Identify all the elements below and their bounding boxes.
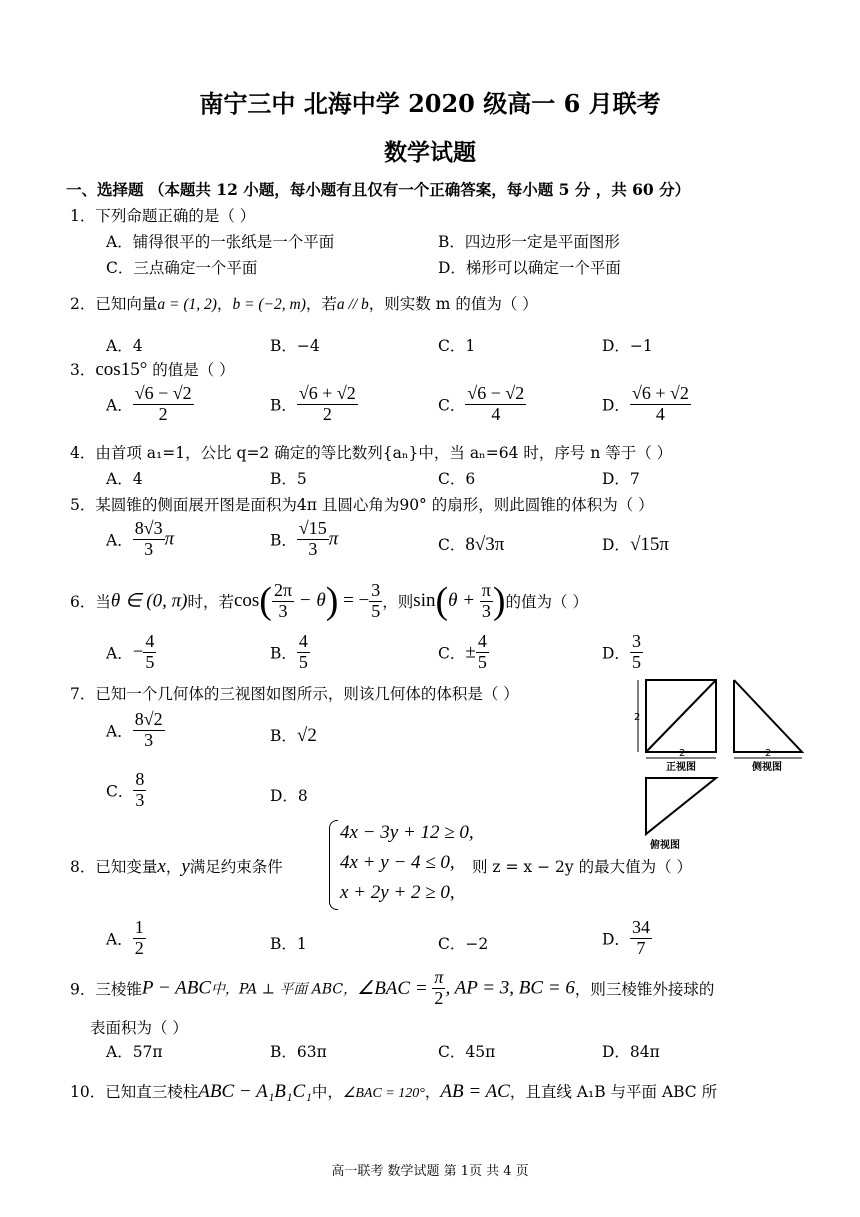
q6-stem: 6．当θ ∈ (0, π)时，若cos( $\frac{2\pi}{3}$ − θ) = − $\frac{3}{5}$ ，则sin(θ + $\frac{\pi}{3}$ )的值为（ ） — [70, 579, 588, 622]
q3-stem — [70, 358, 235, 381]
front-dim-width: 2 — [679, 748, 686, 759]
q8-constraint-3: x + 2y + 2 ≥ 0, — [340, 882, 455, 903]
q1-option-c: C．三点确定一个平面 — [106, 259, 258, 277]
front-view — [638, 680, 716, 758]
q8-stem-pre: 8．已知变量x，y满足约束条件 — [70, 856, 283, 877]
page-title: 南宁三中 北海中学 2020 级高一 6 月联考 — [199, 89, 661, 118]
q2-vector-a: a = (1, 2) — [157, 296, 217, 313]
three-view-figure — [630, 676, 820, 856]
q2-option-b: B．−4 — [270, 337, 320, 355]
q6-option-b: B． $\frac{4}{5}$ — [270, 631, 308, 672]
q4-option-b: B．5 — [270, 470, 307, 488]
q5-b-frac: $\frac{√15}{3}$ — [298, 518, 327, 559]
q2-pre: 2．已知向量 — [70, 295, 158, 313]
q9-option-a: A．57π — [106, 1043, 163, 1061]
q6-option-d: D． $\frac{3}{5}$ — [602, 631, 641, 672]
q9-option-b: B．63π — [270, 1043, 327, 1061]
q3-b-frac: $\frac{√6 + √2}{2}$ — [298, 383, 356, 424]
q1-option-a: A．铺得很平的一张纸是一个平面 — [106, 233, 335, 251]
top-view — [646, 778, 716, 834]
q9-stem-line2: 表面积为（ ） — [90, 1019, 188, 1037]
q3-c-frac: $\frac{√6 - √2}{4}$ — [467, 383, 525, 424]
q6-option-a: A．− $\frac{4}{5}$ — [106, 631, 155, 672]
q7-option-b: B．√2 — [270, 725, 317, 746]
page-subtitle: 数学试题 — [384, 139, 476, 166]
side-dim-width: 2 — [765, 748, 772, 759]
q2-sep: ， — [216, 295, 233, 313]
q9-option-c: C．45π — [438, 1043, 496, 1061]
q7-option-c: C． $\frac{8}{3}$ — [106, 769, 145, 810]
q7-stem: 7．已知一个几何体的三视图如图所示，则该几何体的体积是（ ） — [70, 685, 519, 703]
q8-option-a: A． $\frac{1}{2}$ — [106, 917, 144, 958]
q2-stem — [70, 292, 538, 314]
front-dim-height: 2 — [634, 712, 641, 723]
q3-expr: cos15° — [95, 359, 148, 380]
q5-option-d: D．√15π — [602, 534, 669, 555]
q8-constraint-2: 4x + y − 4 ≤ 0, — [340, 852, 455, 873]
q1-option-b: B．四边形一定是平面图形 — [438, 233, 620, 251]
q4-stem: 4．由首项 a₁=1，公比 q=2 确定的等比数列{aₙ}中，当 aₙ=64 时，序号 n 等于（ ） — [70, 444, 673, 462]
side-view-label: 侧视图 — [752, 762, 782, 773]
q3-a-frac: $\frac{√6 - √2}{2}$ — [134, 383, 192, 424]
q1-stem: 1．下列命题正确的是（ ） — [70, 207, 256, 225]
q8-constraint-1: 4x − 3y + 12 ≥ 0, — [340, 822, 474, 843]
q2-option-c: C．1 — [438, 337, 476, 355]
q5-a-frac: $\frac{8√3}{3}$ — [134, 518, 163, 559]
q3-d-frac: $\frac{√6 + √2}{4}$ — [631, 383, 689, 424]
q5-option-a: A． $\frac{8√3}{3}$ π — [106, 518, 175, 559]
page-footer: 高一联考 数学试题 第 1页 共 4 页 — [331, 1164, 529, 1179]
q9-option-d: D．84π — [602, 1043, 660, 1061]
q7-option-d: D．8 — [270, 787, 308, 805]
top-view-label: 俯视图 — [650, 840, 680, 851]
side-view — [734, 680, 802, 758]
q9-stem: 9．三棱锥P − ABC中，PA ⊥ 平面 ABC，∠BAC = $\frac{\pi}{2}$ , AP = 3, BC = 6，则三棱锥外接球的 — [70, 967, 715, 1008]
q4-option-d: D．7 — [602, 470, 640, 488]
q6-option-c: C．± $\frac{4}{5}$ — [438, 631, 487, 672]
section-heading: 一、选择题 （本题共 12 小题，每小题有且仅有一个正确答案，每小题 5 分 ，共 60 分） — [66, 180, 691, 199]
q10-stem: 10．已知直三棱柱ABC − A₁B₁C₁中，∠BAC = 120°，AB = AC，且直线 A₁B 与平面 ABC 所 — [70, 1081, 718, 1102]
q7-option-a: A． $\frac{8√2}{3}$ — [106, 709, 163, 750]
q8-stem-post: 则 z = x − 2y 的最大值为（ ） — [472, 858, 692, 876]
q2-option-d: D．−1 — [602, 337, 653, 355]
front-view-label: 正视图 — [666, 762, 696, 773]
q5-option-c: C．8√3π — [438, 534, 505, 555]
q8-option-d: D． $\frac{34}{7}$ — [602, 917, 650, 958]
q5-stem: 5．某圆锥的侧面展开图是面积为4π 且圆心角为90° 的扇形，则此圆锥的体积为（ ） — [70, 496, 654, 514]
q2-option-a: A．4 — [106, 337, 143, 355]
q2-parallel: a // b — [336, 296, 369, 313]
q5-option-b: B． $\frac{√15}{3}$ π — [270, 518, 339, 559]
q3-option-a: A． $\frac{√6 - √2}{2}$ — [106, 383, 192, 424]
q2-mid: ，若 — [305, 295, 337, 313]
q2-vector-b: b = (−2, m) — [232, 296, 306, 313]
q4-option-a: A．4 — [106, 470, 143, 488]
q2-post: ，则实数 m 的值为（ ） — [368, 295, 538, 313]
q8-brace — [329, 820, 338, 910]
q4-option-c: C．6 — [438, 470, 476, 488]
q3-pre: 3． — [70, 361, 96, 379]
q8-option-b: B．1 — [270, 935, 307, 953]
q8-option-c: C．−2 — [438, 935, 489, 953]
q3-post: 的值是（ ） — [147, 361, 235, 379]
q3-option-c: C． $\frac{√6 - √2}{4}$ — [438, 383, 525, 424]
q1-option-d: D．梯形可以确定一个平面 — [438, 259, 621, 277]
q3-option-d: D． $\frac{√6 + √2}{4}$ — [602, 383, 689, 424]
q3-option-b: B． $\frac{√6 + √2}{2}$ — [270, 383, 356, 424]
